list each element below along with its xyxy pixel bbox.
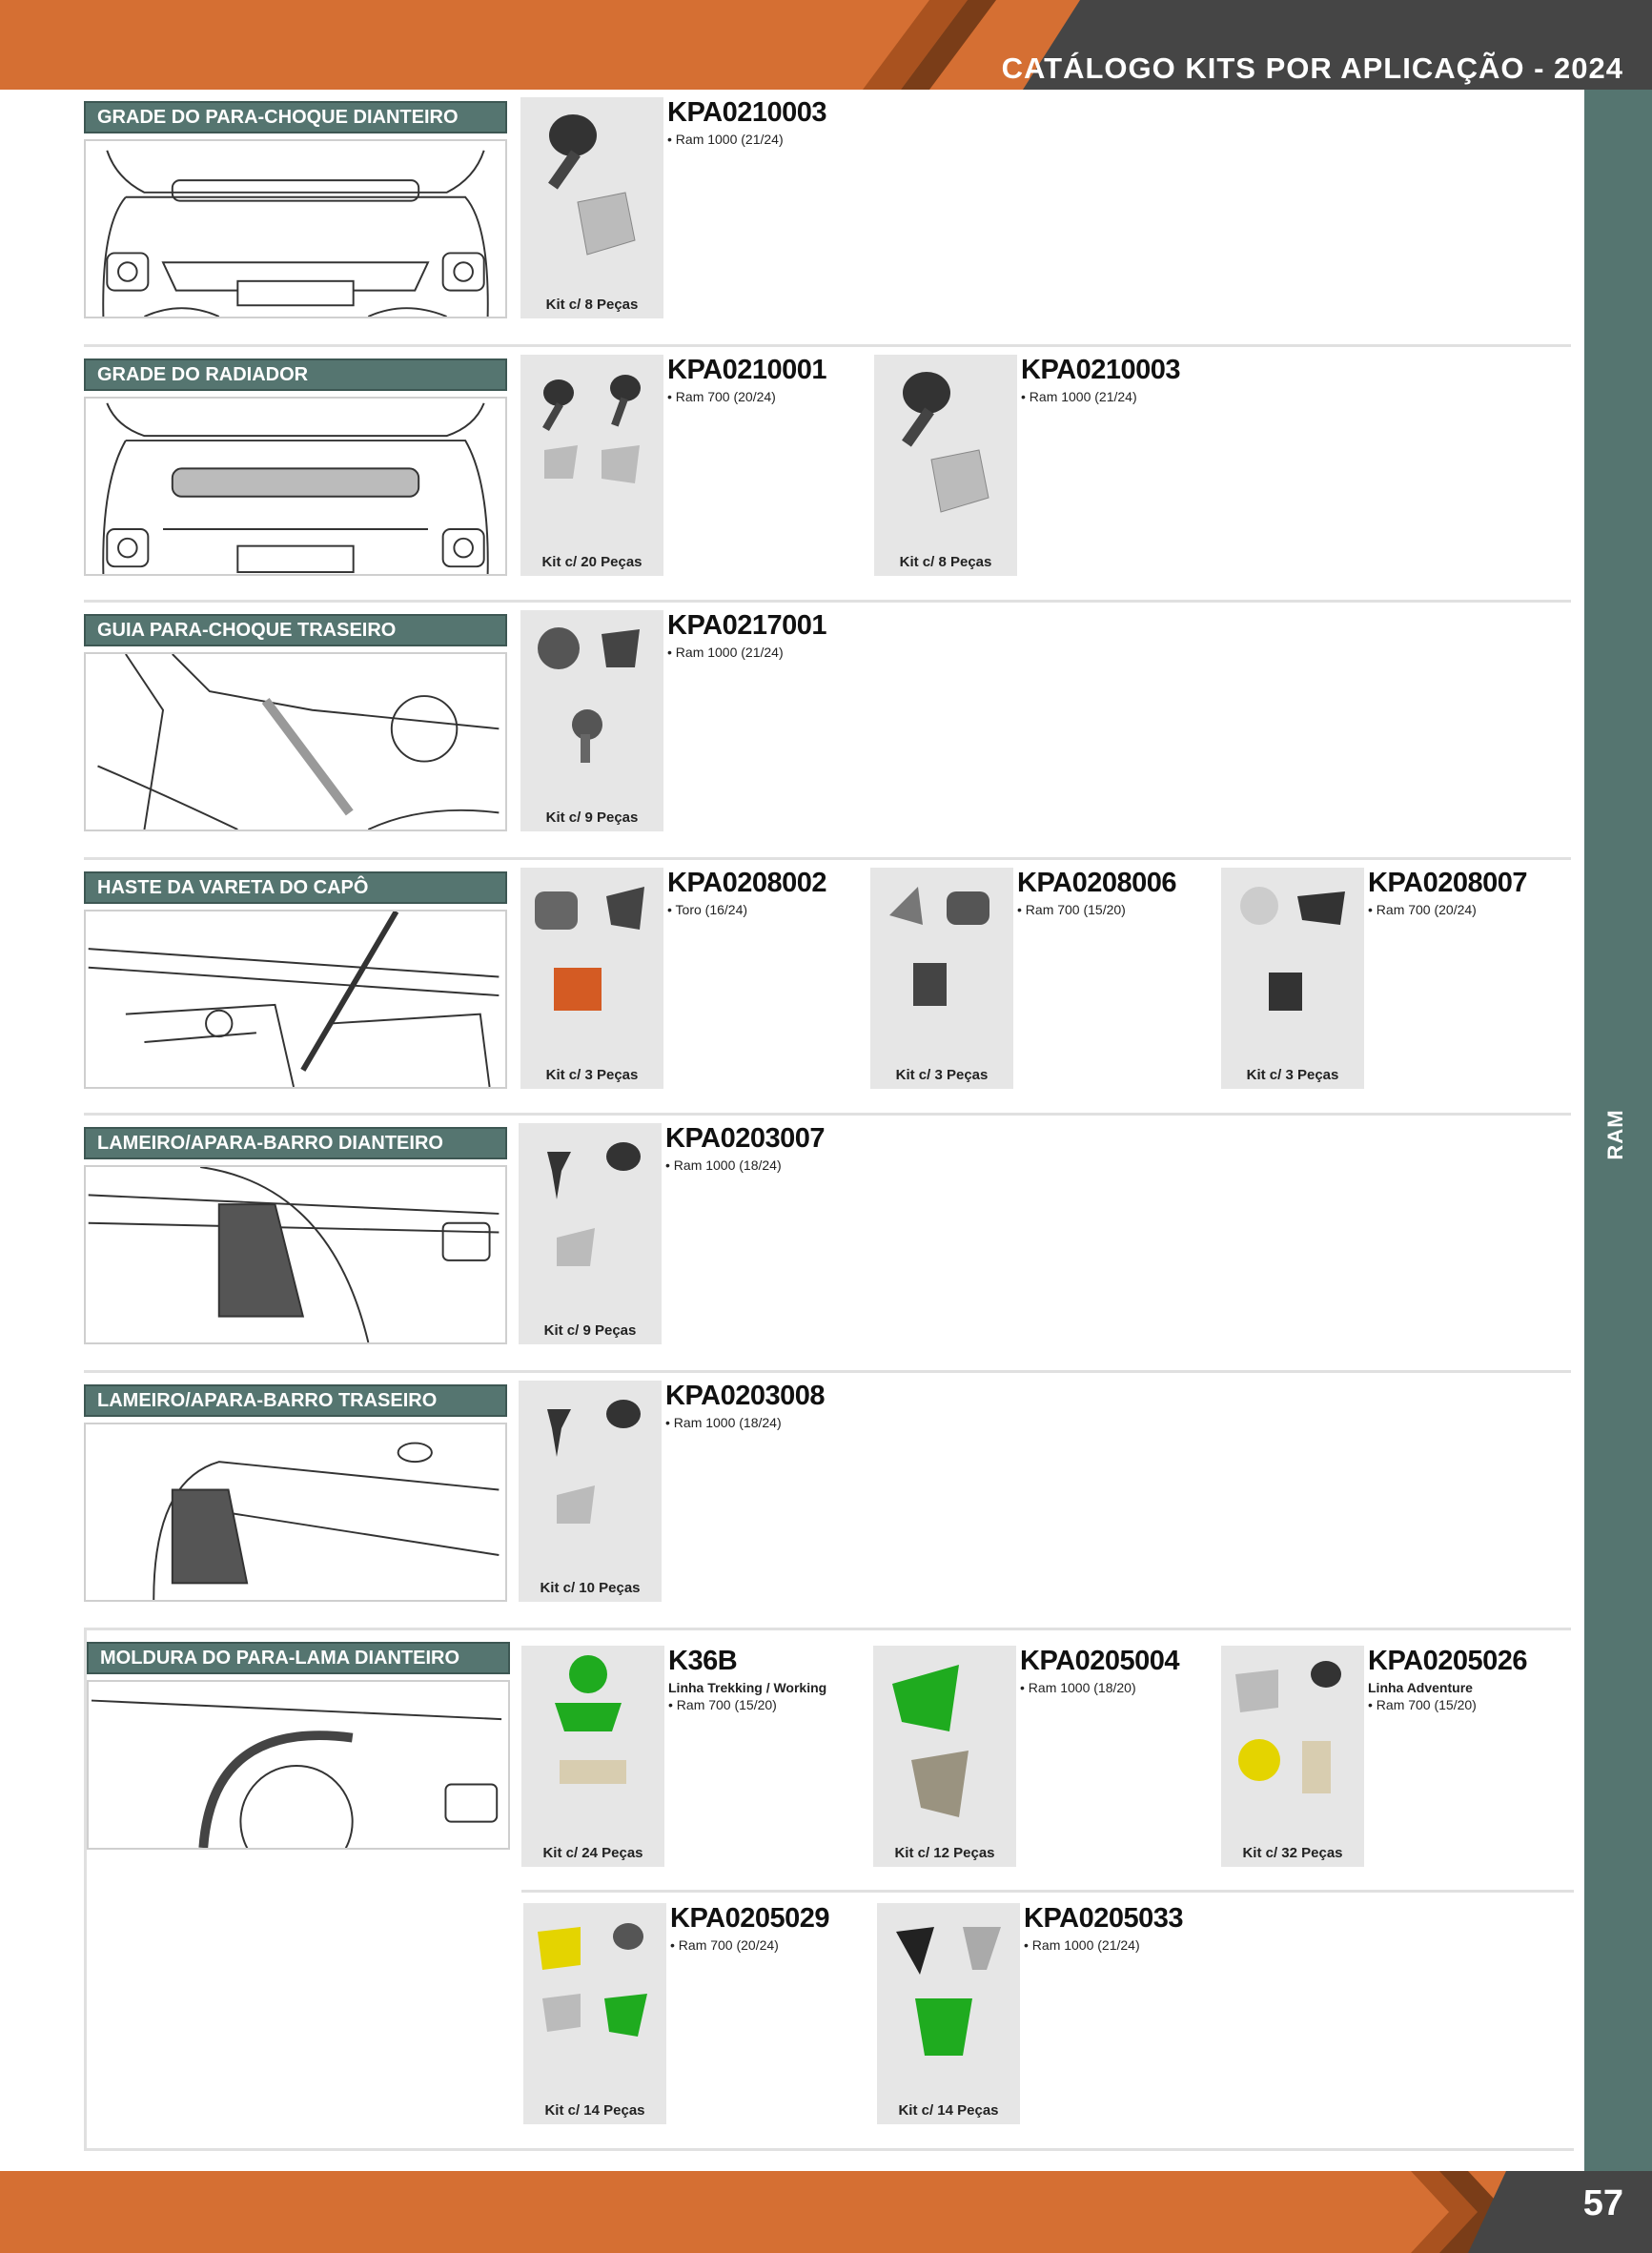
kit-code: KPA0210001 — [667, 355, 826, 385]
kit-card[interactable] — [519, 1381, 862, 1602]
section-title: LAMEIRO/APARA-BARRO TRASEIRO — [84, 1384, 507, 1417]
kit-card[interactable] — [873, 1646, 1216, 1867]
kit-quantity: Kit c/ 8 Peças — [899, 554, 992, 570]
page-number: 57 — [1582, 2183, 1623, 2223]
section-grade-do-radiador — [84, 347, 1571, 603]
section-guia-para-choque-traseiro — [84, 603, 1571, 860]
kit-quantity: Kit c/ 3 Peças — [895, 1067, 989, 1083]
kit-code: KPA0210003 — [667, 97, 826, 128]
catalog-title: CATÁLOGO KITS POR APLICAÇÃO - 2024 — [1001, 51, 1623, 85]
footer-bar — [0, 2171, 1652, 2253]
kit-photo — [1221, 868, 1364, 1089]
kit-application: • Ram 1000 (21/24) — [667, 645, 784, 660]
car-radiator-grille-illustration — [84, 397, 507, 576]
brand-label: RAM — [1603, 1109, 1627, 1160]
kit-photo — [519, 1123, 662, 1344]
section-title: LAMEIRO/APARA-BARRO DIANTEIRO — [84, 1127, 507, 1159]
kit-quantity: Kit c/ 12 Peças — [894, 1845, 995, 1861]
kit-card[interactable] — [521, 1646, 865, 1867]
kit-application: • Ram 1000 (18/24) — [665, 1415, 782, 1430]
kit-card[interactable] — [1221, 868, 1564, 1089]
car-front-bumper-illustration — [84, 139, 507, 318]
kit-card[interactable] — [874, 355, 1217, 576]
kit-application: • Ram 700 (20/24) — [1368, 902, 1477, 917]
section-title: GRADE DO PARA-CHOQUE DIANTEIRO — [84, 101, 507, 133]
section-moldura-do-para-lama-dianteiro — [84, 1630, 1571, 2151]
kit-application: • Ram 700 (20/24) — [667, 389, 776, 404]
kit-application: • Toro (16/24) — [667, 902, 748, 917]
kit-application: • Ram 700 (15/20) — [668, 1697, 777, 1712]
kit-photo — [520, 355, 663, 576]
kit-code: KPA0203008 — [665, 1381, 825, 1411]
kit-line-name: Linha Trekking / Working — [668, 1680, 827, 1695]
kit-card[interactable] — [520, 97, 864, 318]
kit-photo — [520, 868, 663, 1089]
kit-photo — [870, 868, 1013, 1089]
front-mudflap-illustration — [84, 1165, 507, 1344]
kit-code: KPA0203007 — [665, 1123, 825, 1154]
front-fender-molding-illustration — [87, 1680, 510, 1850]
header-chevron-decoration — [863, 0, 1025, 90]
kit-card[interactable] — [877, 1903, 1220, 2124]
kit-code: KPA0205029 — [670, 1903, 829, 1934]
kit-code: KPA0205004 — [1020, 1646, 1179, 1676]
kit-quantity: Kit c/ 20 Peças — [541, 554, 642, 570]
kit-quantity: Kit c/ 10 Peças — [540, 1580, 641, 1596]
section-title: GRADE DO RADIADOR — [84, 358, 507, 391]
kit-photo — [521, 1646, 664, 1867]
kit-quantity: Kit c/ 3 Peças — [545, 1067, 639, 1083]
kit-photo — [873, 1646, 1016, 1867]
kit-quantity: Kit c/ 3 Peças — [1246, 1067, 1339, 1083]
section-title: MOLDURA DO PARA-LAMA DIANTEIRO — [87, 1642, 510, 1674]
section-lameiro-dianteiro — [84, 1116, 1571, 1373]
kit-quantity: Kit c/ 9 Peças — [543, 1322, 637, 1339]
kit-line-name: Linha Adventure — [1368, 1680, 1473, 1695]
section-title: GUIA PARA-CHOQUE TRASEIRO — [84, 614, 507, 646]
kit-card[interactable] — [519, 1123, 862, 1344]
hood-prop-rod-illustration — [84, 910, 507, 1089]
kit-application: • Ram 700 (20/24) — [670, 1937, 779, 1953]
kit-quantity: Kit c/ 32 Peças — [1242, 1845, 1343, 1861]
kit-card[interactable] — [1221, 1646, 1564, 1867]
kit-quantity: Kit c/ 14 Peças — [898, 2102, 999, 2119]
kit-application: • Ram 1000 (21/24) — [1024, 1937, 1140, 1953]
kit-code: KPA0208006 — [1017, 868, 1176, 898]
section-haste-da-vareta-do-capo — [84, 860, 1571, 1116]
kit-photo — [874, 355, 1017, 576]
kit-quantity: Kit c/ 24 Peças — [542, 1845, 643, 1861]
kit-photo — [523, 1903, 666, 2124]
kit-code: KPA0208007 — [1368, 868, 1527, 898]
kit-photo — [520, 610, 663, 831]
kit-application: • Ram 700 (15/20) — [1017, 902, 1126, 917]
section-lameiro-traseiro — [84, 1373, 1571, 1630]
kit-quantity: Kit c/ 8 Peças — [545, 297, 639, 313]
kit-card[interactable] — [520, 355, 864, 576]
kit-application: • Ram 700 (15/20) — [1368, 1697, 1477, 1712]
rear-mudflap-illustration — [84, 1423, 507, 1602]
kit-code: KPA0210003 — [1021, 355, 1180, 385]
kit-code: KPA0205026 — [1368, 1646, 1527, 1676]
kit-photo — [877, 1903, 1020, 2124]
kit-photo — [519, 1381, 662, 1602]
kit-application: • Ram 1000 (21/24) — [1021, 389, 1137, 404]
kit-quantity: Kit c/ 14 Peças — [544, 2102, 645, 2119]
kit-application: • Ram 1000 (18/20) — [1020, 1680, 1136, 1695]
kit-code: KPA0208002 — [667, 868, 826, 898]
kit-card[interactable] — [520, 610, 864, 831]
kit-photo — [1221, 1646, 1364, 1867]
kit-application: • Ram 1000 (18/24) — [665, 1157, 782, 1173]
kit-code: K36B — [668, 1646, 738, 1676]
section-divider — [87, 2148, 1574, 2151]
section-title: HASTE DA VARETA DO CAPÔ — [84, 871, 507, 904]
section-grade-para-choque-dianteiro — [84, 90, 1571, 347]
kit-photo — [520, 97, 663, 318]
inner-divider — [521, 1890, 1574, 1893]
rear-bumper-guide-illustration — [84, 652, 507, 831]
kit-quantity: Kit c/ 9 Peças — [545, 809, 639, 826]
kit-card[interactable] — [870, 868, 1214, 1089]
kit-code: KPA0217001 — [667, 610, 826, 641]
kit-application: • Ram 1000 (21/24) — [667, 132, 784, 147]
kit-code: KPA0205033 — [1024, 1903, 1183, 1934]
kit-card[interactable] — [523, 1903, 867, 2124]
kit-card[interactable] — [520, 868, 864, 1089]
